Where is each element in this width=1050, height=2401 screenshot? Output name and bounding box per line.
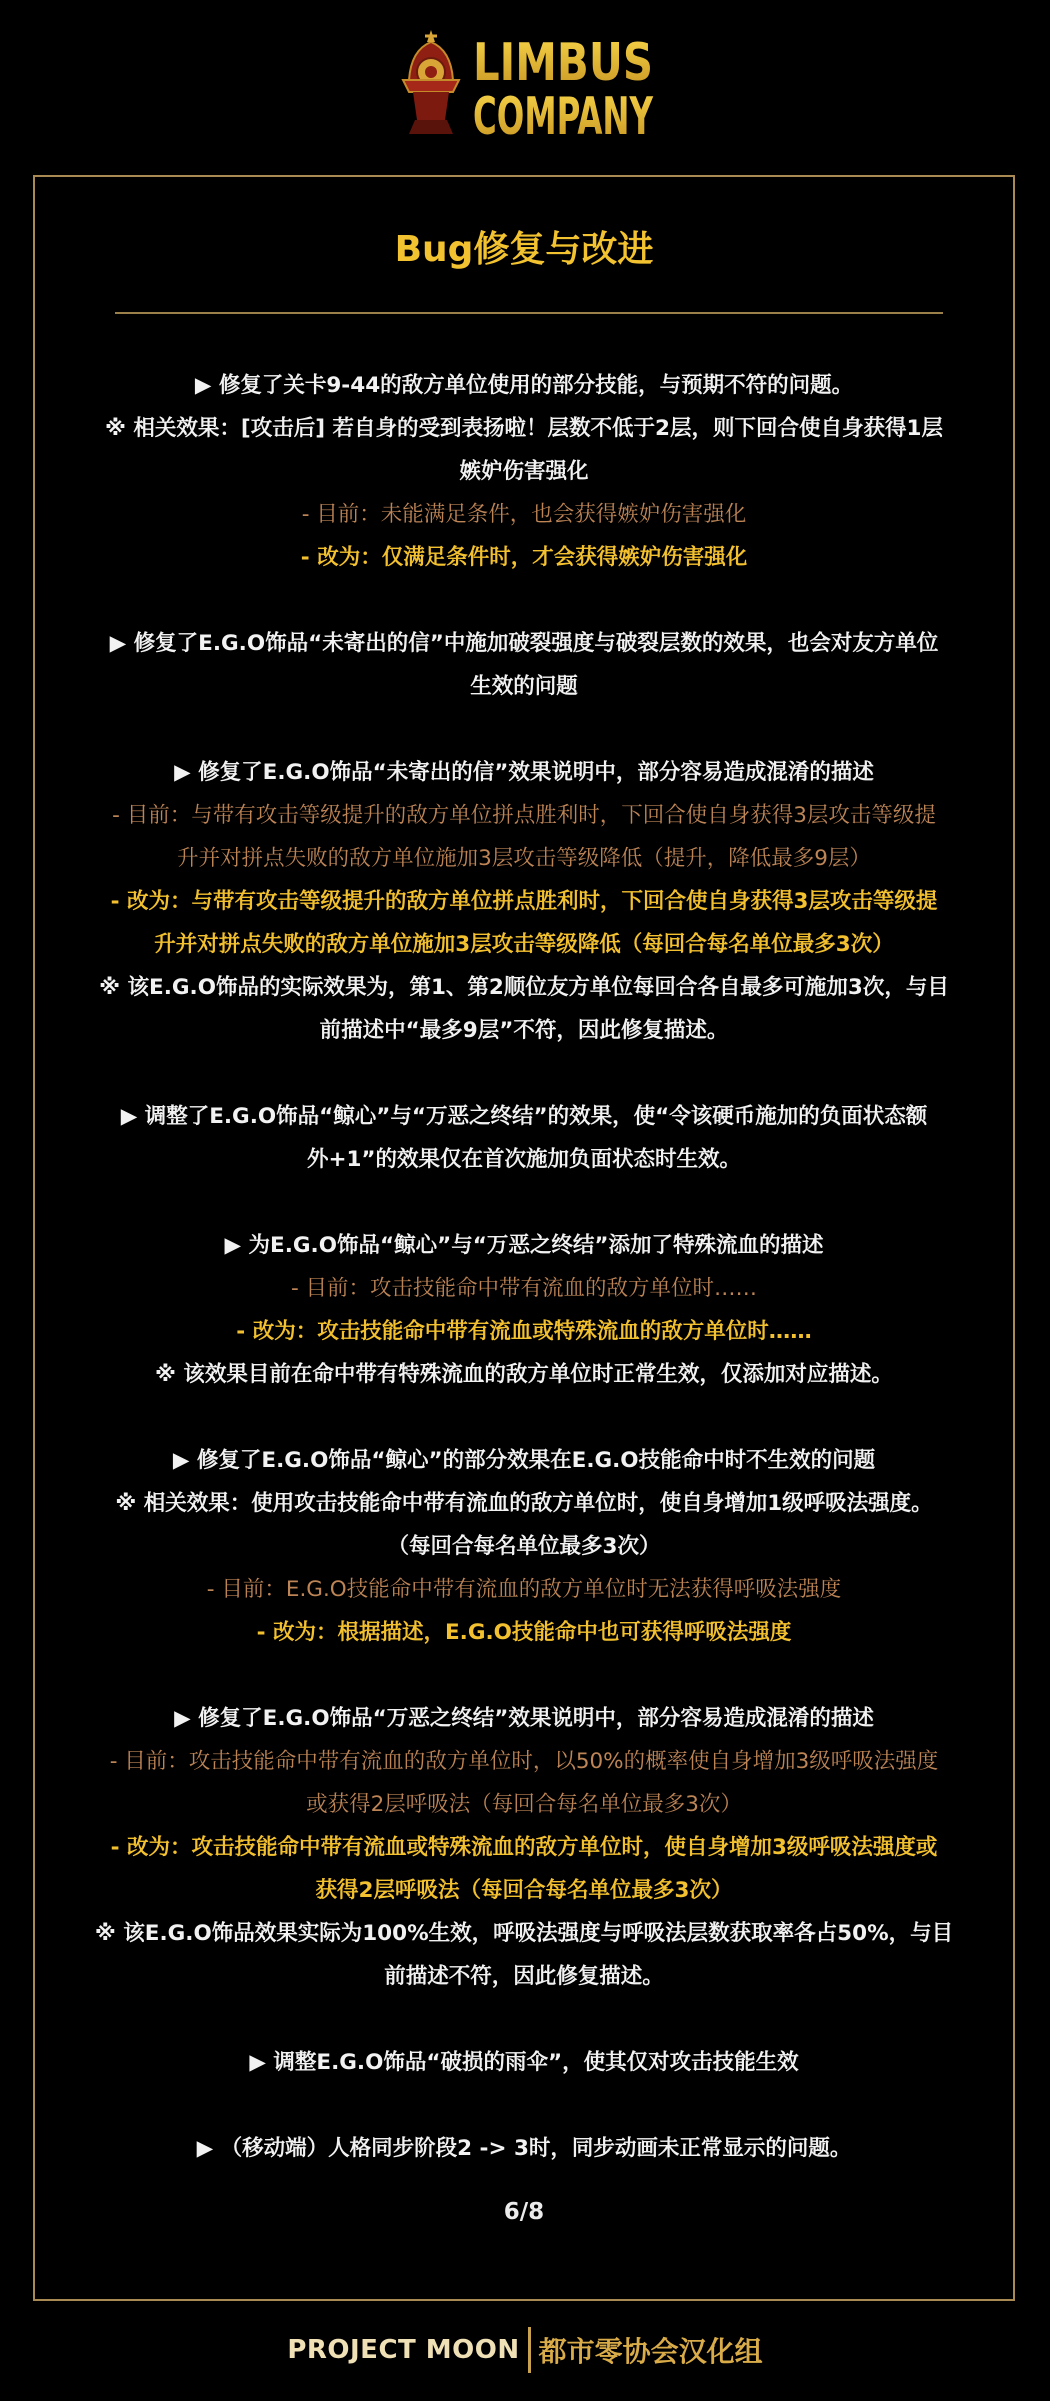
note-line: ▶ 修复了关卡9-44的敌方单位使用的部分技能，与预期不符的问题。 (194, 373, 854, 398)
note-line: ▶ 调整E.G.O饰品“破损的雨伞”，使其仅对攻击技能生效 (249, 2050, 799, 2075)
limbus-company-logo (395, 22, 660, 154)
changed-behavior-line: 获得2层呼吸法（每回合每名单位最多3次） (315, 1878, 733, 1903)
current-behavior-line: - 目前：攻击技能命中带有流血的敌方单位时，以50%的概率使自身增加3级呼吸法强度 (109, 1749, 939, 1774)
note-line: ▶ 修复了E.G.O饰品“鲸心”的部分效果在E.G.O技能命中时不生效的问题 (172, 1448, 876, 1473)
current-behavior-line: 升并对拼点失败的敌方单位施加3层攻击等级降低（提升，降低最多9层） (177, 846, 871, 871)
note-line: （每回合每名单位最多3次） (387, 1534, 661, 1559)
changed-behavior-line: - 改为：攻击技能命中带有流血或特殊流血的敌方单位时…… (236, 1319, 812, 1344)
note-line: 生效的问题 (470, 674, 578, 699)
note-line: 嫉妒伤害强化 (459, 459, 589, 484)
changed-behavior-line: - 改为：与带有攻击等级提升的敌方单位拼点胜利时，下回合使自身获得3层攻击等级提 (110, 889, 938, 914)
changed-behavior-line: 升并对拼点失败的敌方单位施加3层攻击等级降低（每回合每名单位最多3次） (154, 932, 894, 957)
patch-note-item (35, 2041, 1013, 2084)
current-behavior-line: - 目前：未能满足条件，也会获得嫉妒伤害强化 (301, 502, 747, 527)
note-line: ▶ 修复了E.G.O饰品“万恶之终结”效果说明中，部分容易造成混淆的描述 (174, 1706, 874, 1731)
page-title: Bug修复与改进 (394, 229, 654, 270)
note-line: ▶ （移动端）人格同步阶段2 -> 3时，同步动画未正常显示的问题。 (196, 2136, 852, 2161)
note-line: ※ 该效果目前在命中带有特殊流血的敌方单位时正常生效，仅添加对应描述。 (155, 1362, 893, 1387)
patch-notes-list (35, 364, 1013, 2213)
patch-note-item (35, 1224, 1013, 1396)
patch-note-item (35, 1439, 1013, 1654)
patch-note-item (35, 622, 1013, 708)
changed-behavior-line: - 改为：根据描述，E.G.O技能命中也可获得呼吸法强度 (256, 1620, 792, 1645)
translation-group-label: 都市零协会汉化组 (538, 2335, 763, 2368)
content-frame (33, 175, 1015, 2301)
note-line: ※ 该E.G.O饰品的实际效果为，第1、第2顺位友方单位每回合各自最多可施加3次，与目 (99, 975, 949, 1000)
note-line: 外+1”的效果仅在首次施加负面状态时生效。 (306, 1147, 742, 1172)
logo-line-2: COMPANY (473, 87, 654, 147)
note-line: ▶ 修复了E.G.O饰品“未寄出的信”中施加破裂强度与破裂层数的效果，也会对友方单位 (109, 631, 939, 656)
current-behavior-line: - 目前：与带有攻击等级提升的敌方单位拼点胜利时，下回合使自身获得3层攻击等级提 (112, 803, 936, 828)
patch-note-item (35, 364, 1013, 579)
project-moon-label: PROJECT MOON (287, 2335, 520, 2365)
patch-note-item (35, 1095, 1013, 1181)
footer-separator (528, 2327, 531, 2373)
current-behavior-line: 或获得2层呼吸法（每回合每名单位最多3次） (306, 1792, 742, 1817)
logo-line-1: LIMBUS (473, 33, 653, 93)
note-line: ▶ 为E.G.O饰品“鲸心”与“万恶之终结”添加了特殊流血的描述 (224, 1233, 824, 1258)
title-divider (115, 312, 943, 314)
patch-note-item (35, 2127, 1013, 2170)
patch-note-item (35, 751, 1013, 1052)
note-line: ▶ 调整了E.G.O饰品“鲸心”与“万恶之终结”的效果，使“令该硬币施加的负面状态额 (120, 1104, 928, 1129)
current-behavior-line: - 目前：攻击技能命中带有流血的敌方单位时…… (290, 1276, 758, 1301)
changed-behavior-line: - 改为：攻击技能命中带有流血或特殊流血的敌方单位时，使自身增加3级呼吸法强度或 (110, 1835, 938, 1860)
page-number: 6/8 (503, 2199, 545, 2225)
note-line: ※ 相关效果：使用攻击技能命中带有流血的敌方单位时，使自身增加1级呼吸法强度。 (115, 1491, 933, 1516)
note-line: 前描述中“最多9层”不符，因此修复描述。 (319, 1018, 729, 1043)
current-behavior-line: - 目前：E.G.O技能命中带有流血的敌方单位时无法获得呼吸法强度 (206, 1577, 842, 1602)
note-line: ※ 该E.G.O饰品效果实际为100%生效，呼吸法强度与呼吸法层数获取率各占50%，与目 (94, 1921, 954, 1946)
bell-emblem-icon (403, 30, 459, 134)
note-line: ※ 相关效果：[攻击后] 若自身的受到表扬啦！层数不低于2层，则下回合使自身获得1层 (105, 416, 943, 441)
changed-behavior-line: - 改为：仅满足条件时，才会获得嫉妒伤害强化 (300, 545, 748, 570)
note-line: ▶ 修复了E.G.O饰品“未寄出的信”效果说明中，部分容易造成混淆的描述 (174, 760, 874, 785)
footer-credit (0, 2327, 1050, 2381)
patch-note-item (35, 1697, 1013, 1998)
note-line: 前描述不符，因此修复描述。 (384, 1964, 664, 1989)
